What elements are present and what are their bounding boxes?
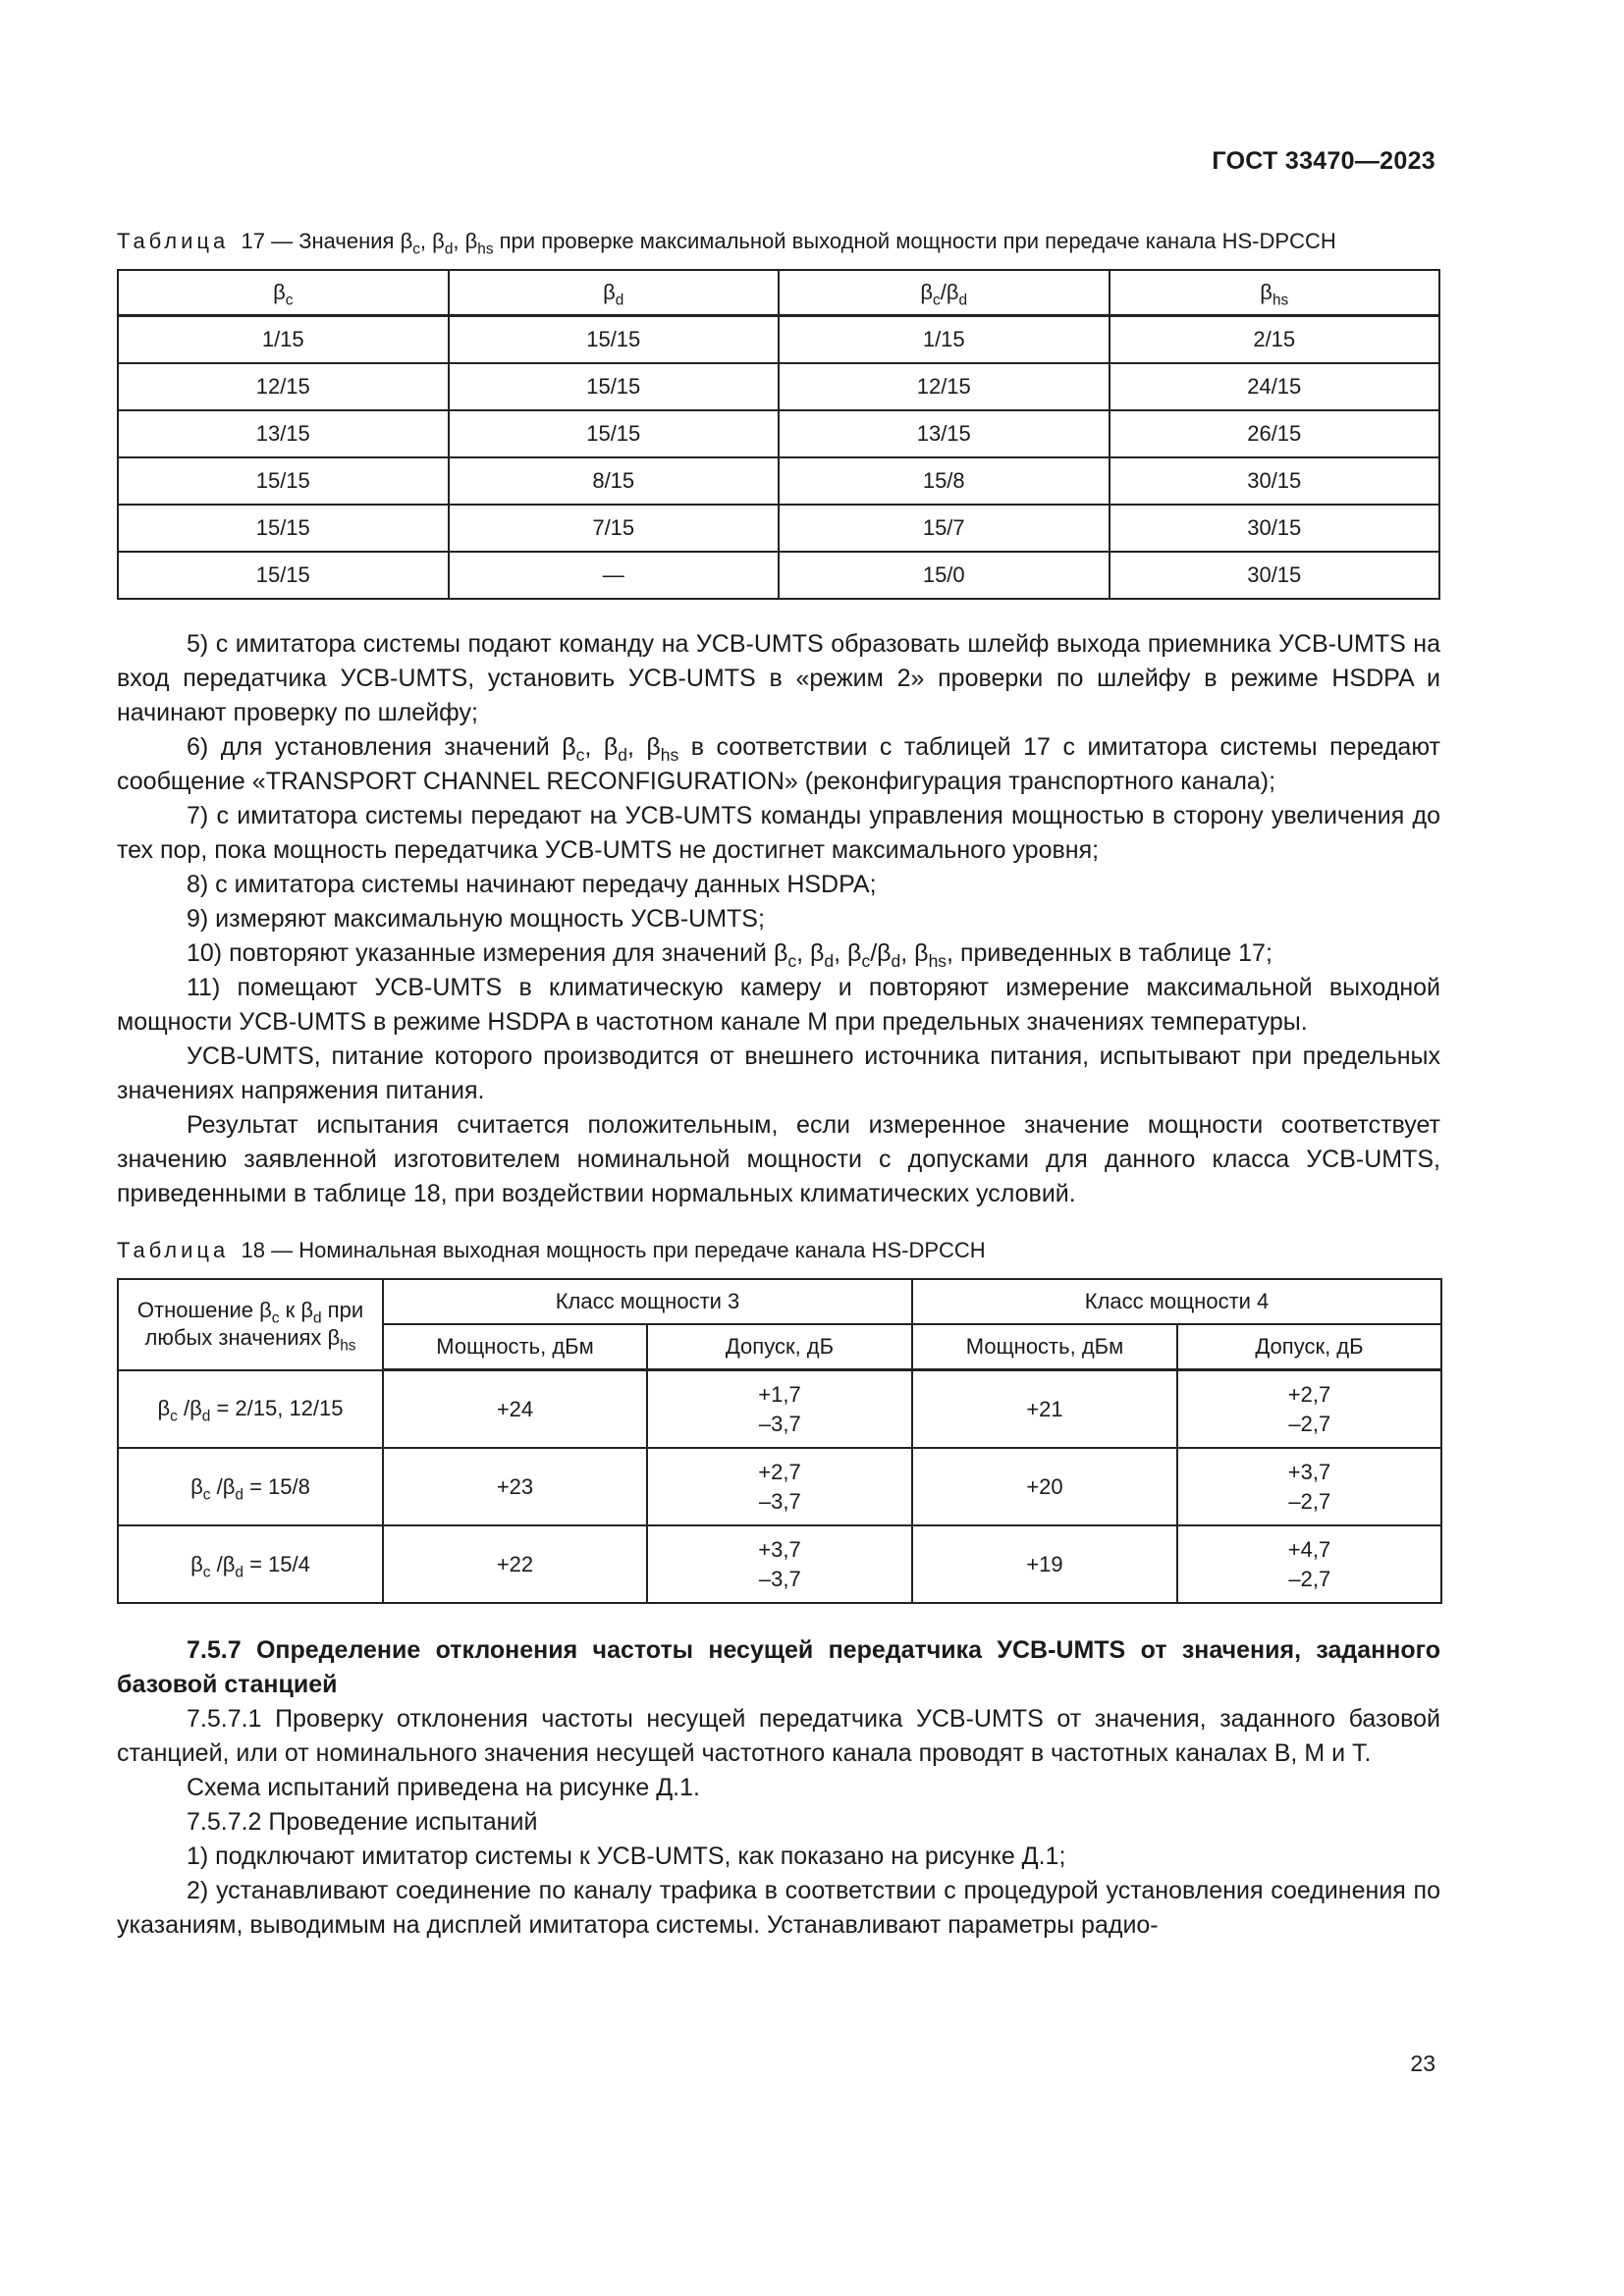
table-17-header-row xyxy=(118,270,1439,316)
paragraph-step-6: 6) для установления значений $\beta_c$, $\beta_d$, $\beta_{hs}$ в соответствии с таблицей 17 с имитатора системы передают сообщение «TRANSPORT CHANNEL RECONFIGURATION» (реконфигурация транспортного канала); xyxy=(117,733,1440,795)
table-cell: 12/15 xyxy=(779,363,1110,410)
paragraph-step-8: 8) с имитатора системы начинают передачу данных HSDPA; xyxy=(187,871,877,898)
table-row xyxy=(118,457,1439,505)
tolerance-cell: +3,7 –2,7 xyxy=(1177,1448,1441,1525)
table-cell: 15/0 xyxy=(779,552,1110,599)
header-beta-d: $\beta_d$ xyxy=(449,270,780,316)
paragraph-step-2: 2) устанавливают соединение по каналу трафика в соответствии с процедурой установления соединения по указаниям, выводимым на дисплей имитатора системы. Устанавливают параметры радио- xyxy=(117,1877,1440,1939)
tolerance-cell: +2,7 –3,7 xyxy=(647,1448,912,1525)
ratio-cell: $\beta_c$ $/\beta_d = 15/8$ xyxy=(118,1448,383,1525)
table-cell: 7/15 xyxy=(449,505,780,552)
paragraph-step-5: 5) с имитатора системы подают команду на УСВ-UMTS образовать шлейф выхода приемника УСВ-UMTS на вход передатчика УСВ-UMTS, установить УСВ-UMTS в «режим 2» проверки по шлейфу в режиме HSDPA и начинают проверку по шлейфу; xyxy=(117,630,1440,726)
table-row xyxy=(118,552,1439,599)
table-cell: — xyxy=(449,552,780,599)
header-beta-ratio: $\beta_c/\beta_d$ xyxy=(779,270,1110,316)
ratio-cell: $\beta_c$ $/\beta_d = 15/4$ xyxy=(118,1525,383,1603)
table-cell: 12/15 xyxy=(118,363,449,410)
table-cell: 13/15 xyxy=(118,410,449,457)
page-header-standard: ГОСТ 33470—2023 xyxy=(1212,147,1435,175)
paragraph-test-scheme: Схема испытаний приведена на рисунке Д.1. xyxy=(187,1774,700,1801)
table-cell: 30/15 xyxy=(1110,457,1440,505)
tolerance-cell: +2,7 –2,7 xyxy=(1177,1370,1441,1449)
paragraph-step-10: 10) повторяют указанные измерения для значений $\beta_c$, $\beta_d$, $\beta_c/\beta_d$, $\beta_{hs}$, приведенных в таблице 17; xyxy=(187,939,1272,972)
header-tolerance-class-3: Допуск, дБ xyxy=(647,1324,912,1370)
header-tolerance-class-4: Допуск, дБ xyxy=(1177,1324,1441,1370)
tolerance-cell: +4,7 –2,7 xyxy=(1177,1525,1441,1603)
procedure-steps xyxy=(117,627,1440,1211)
table-cell: 15/15 xyxy=(449,410,780,457)
table-cell: 1/15 xyxy=(779,316,1110,364)
table-cell: 30/15 xyxy=(1110,505,1440,552)
table-row xyxy=(118,363,1439,410)
table-cell: 13/15 xyxy=(779,410,1110,457)
table-cell: 8/15 xyxy=(449,457,780,505)
paragraph-7571: 7.5.7.1 Проверку отклонения частоты несущей передатчика УСВ-UMTS от значения, заданного базовой станцией, или от номинального значения несущей частотного канала проводят в частотных каналах В, М и Т. xyxy=(117,1705,1440,1767)
table-cell: 15/7 xyxy=(779,505,1110,552)
paragraph-7572: 7.5.7.2 Проведение испытаний xyxy=(187,1808,538,1836)
table-cell: 15/15 xyxy=(449,363,780,410)
power-cell: +22 xyxy=(383,1525,647,1603)
header-power-class-4: Мощность, дБм xyxy=(912,1324,1177,1370)
table-row xyxy=(118,316,1439,364)
table-row xyxy=(118,505,1439,552)
table-cell: 15/15 xyxy=(118,457,449,505)
table-cell: 26/15 xyxy=(1110,410,1440,457)
table-row xyxy=(118,410,1439,457)
table-row xyxy=(118,1525,1441,1603)
table-cell: 2/15 xyxy=(1110,316,1440,364)
table-cell: 30/15 xyxy=(1110,552,1440,599)
table-18-caption: Таблица 18 — Номинальная выходная мощность при передаче канала HS-DPCCH xyxy=(117,1238,986,1262)
header-class-3: Класс мощности 3 xyxy=(383,1279,912,1324)
power-cell: +19 xyxy=(912,1525,1177,1603)
page-number: 23 xyxy=(1410,2051,1435,2076)
table-row xyxy=(118,1448,1441,1525)
section-757-body xyxy=(117,1702,1440,1943)
power-cell: +20 xyxy=(912,1448,1177,1525)
table-cell: 15/8 xyxy=(779,457,1110,505)
table-17 xyxy=(117,269,1440,600)
table-cell: 24/15 xyxy=(1110,363,1440,410)
table-18 xyxy=(117,1278,1442,1604)
header-beta-hs: $\beta_{hs}$ xyxy=(1110,270,1440,316)
power-cell: +23 xyxy=(383,1448,647,1525)
header-class-4: Класс мощности 4 xyxy=(912,1279,1441,1324)
paragraph-step-9: 9) измеряют максимальную мощность УСВ-UMTS; xyxy=(187,905,765,933)
table-row xyxy=(118,1370,1441,1449)
table-cell: 1/15 xyxy=(118,316,449,364)
power-cell: +21 xyxy=(912,1370,1177,1449)
paragraph-result: Результат испытания считается положительным, если измеренное значение мощности соответствует значению заявленной изготовителем номинальной мощности с допусками для данного класса УСВ-UMTS, приведенными в таблице 18, при воздействии нормальных климатических условий. xyxy=(117,1111,1440,1207)
header-ratio: Отношение $\beta_c$ к $\beta_d$ при любых значениях $\beta_{hs}$ xyxy=(118,1279,383,1370)
paragraph-power-supply: УСВ-UMTS, питание которого производится от внешнего источника питания, испытывают при предельных значениях напряжения питания. xyxy=(117,1042,1440,1104)
header-beta-c: $\beta_c$ xyxy=(118,270,449,316)
tolerance-cell: +1,7 –3,7 xyxy=(647,1370,912,1449)
table-17-caption: Таблица 17 — Значения $\beta_c$, $\beta_d$, $\beta_{hs}$ при проверке максимальной выходной мощности при передаче канала HS-DPCCH xyxy=(117,229,1336,258)
table-cell: 15/15 xyxy=(118,552,449,599)
page-content xyxy=(117,228,1440,1943)
paragraph-step-1: 1) подключают имитатор системы к УСВ-UMTS, как показано на рисунке Д.1; xyxy=(187,1842,1066,1870)
paragraph-step-7: 7) с имитатора системы передают на УСВ-UMTS команды управления мощностью в сторону увеличения до тех пор, пока мощность передатчика УСВ-UMTS не достигнет максимального уровня; xyxy=(117,802,1440,864)
power-cell: +24 xyxy=(383,1370,647,1449)
table-cell: 15/15 xyxy=(118,505,449,552)
paragraph-step-11: 11) помещают УСВ-UMTS в климатическую камеру и повторяют измерение максимальной выходной мощности УСВ-UMTS в режиме HSDPA в частотном канале М при предельных значениях температуры. xyxy=(117,974,1440,1036)
table-18-header-row-1 xyxy=(118,1279,1441,1324)
ratio-cell: $\beta_c$ $/\beta_d = 2/15$, 12/15 xyxy=(118,1370,383,1449)
table-cell: 15/15 xyxy=(449,316,780,364)
tolerance-cell: +3,7 –3,7 xyxy=(647,1525,912,1603)
header-power-class-3: Мощность, дБм xyxy=(383,1324,647,1370)
section-757-heading: 7.5.7 Определение отклонения частоты несущей передатчика УСВ-UMTS от значения, заданного базовой станцией xyxy=(117,1636,1440,1698)
